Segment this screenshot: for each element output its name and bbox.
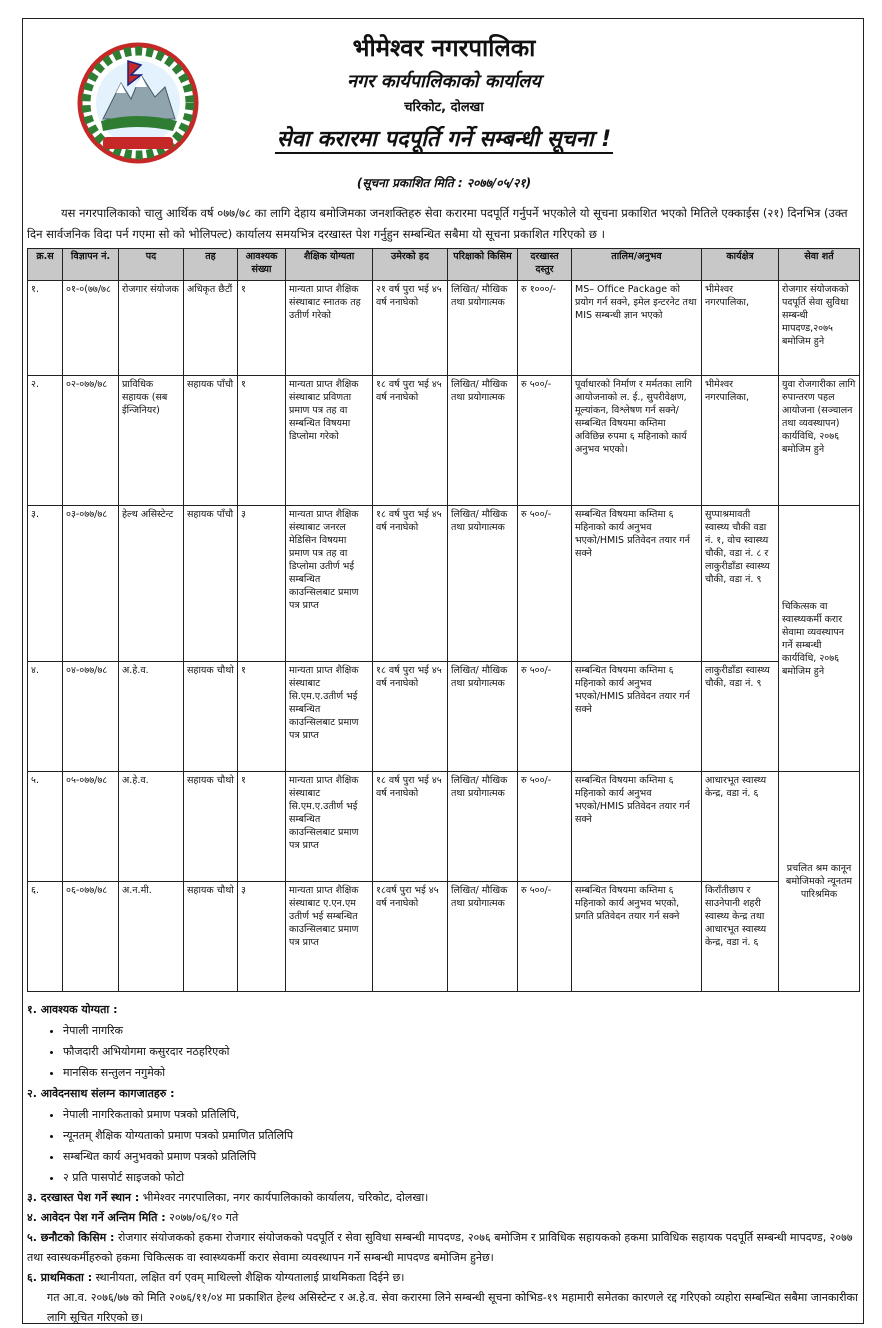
cell-post: अ.हे.व. bbox=[119, 662, 184, 772]
cell-area: लाकुरीडाँडा स्वास्थ्य चौकी, वडा नं. ९ bbox=[702, 662, 779, 772]
cell-exam: लिखित/ मौखिक तथा प्रयोगात्मक bbox=[448, 506, 518, 662]
cell-exam: लिखित/ मौखिक तथा प्रयोगात्मक bbox=[448, 662, 518, 772]
cell-terms: प्रचलित श्रम कानून बमोजिमको न्यूनतम पारिश्रमिक bbox=[779, 772, 860, 992]
list-item: • सम्बन्धित कार्य अनुभवको प्रमाण पत्रको प्रतिलिपि bbox=[63, 1146, 859, 1167]
cell-count: ३ bbox=[238, 506, 286, 662]
vacancy-table bbox=[27, 248, 860, 992]
list-item: • नेपाली नागरिकताको प्रमाण पत्रको प्रतिलिपि, bbox=[63, 1104, 859, 1125]
office-name: नगर कार्यपालिकाको कार्यालय bbox=[347, 71, 541, 92]
col-header: आवश्यक संख्या bbox=[238, 249, 286, 281]
cell-count: १ bbox=[238, 376, 286, 506]
col-header: परिक्षाको किसिम bbox=[448, 249, 518, 281]
cell-post: अ.हे.व. bbox=[119, 772, 184, 882]
cell-sn: ६. bbox=[28, 882, 63, 992]
selection-method: ५. छनौटको किसिम : रोजगार संयोजकको हकमा रोजगार संयोजकको पदपूर्ति र सेवा सुविधा सम्बन्धी मापदण्ड, २०७६ बमोजिम र प्राविधिक सहायकको हकमा प्राविधिक सहायक पदपूर्ति सम्बन्धी मापदण्ड, २०७७ तथा स्वास्थकर्मीहरुको हकमा चिकित्सक वा स्वास्थ्यकर्मी करार सेवामा व्यवस्थापन गर्ने सम्बन्धी मापदण्ड बमोजिम हुनेछ। bbox=[27, 1231, 853, 1264]
col-header: उमेरको हद bbox=[373, 249, 448, 281]
cell-post: हेल्थ असिस्टेन्ट bbox=[119, 506, 184, 662]
submission-place: ३. दरखास्त पेश गर्ने स्थान : भीमेश्वर नगरपालिका, नगर कार्यपालिकाको कार्यालय, चरिकोट, दोलखा। bbox=[27, 1191, 429, 1204]
section-heading: १. आवश्यक योग्यता : bbox=[27, 1003, 118, 1016]
cell-area: भीमेश्वर नगरपालिका, bbox=[702, 281, 779, 376]
col-header: तालिम/अनुभव bbox=[572, 249, 702, 281]
list-item: • २ प्रति पासपोर्ट साइजको फोटो bbox=[63, 1167, 859, 1188]
cell-training: सम्बन्धित विषयमा कम्तिमा ६ महिनाको कार्य अनुभव भएको, प्रगति प्रतिवेदन तयार गर्न सक्ने bbox=[572, 882, 702, 992]
col-header: क्र.स bbox=[28, 249, 63, 281]
cell-level: सहायक चौथो bbox=[184, 772, 238, 882]
table-row bbox=[28, 882, 860, 992]
cell-age: १८वर्ष पुरा भई ४५ वर्ष ननाघेको bbox=[373, 882, 448, 992]
published-date: (सूचना प्रकाशित मिति : २०७७/०५/२१) bbox=[356, 176, 532, 190]
list-item: • नेपाली नागरिक bbox=[63, 1020, 859, 1041]
cell-edu: मान्यता प्राप्त शैक्षिक संस्थाबाट सि.एम.ए.उतीर्ण भई सम्बन्धित काउन्सिलबाट प्रमाण पत्र प्राप्त bbox=[286, 772, 373, 882]
cell-adv: ०५-०७७/७८ bbox=[63, 772, 119, 882]
table-row bbox=[28, 662, 860, 772]
cell-age: १८ वर्ष पुरा भई ४५ वर्ष ननाघेको bbox=[373, 772, 448, 882]
section-heading: २. आवेदनसाथ संलग्न कागजातहरु : bbox=[27, 1087, 175, 1100]
cell-fee: रु ५००/- bbox=[518, 376, 572, 506]
cell-level: सहायक पाँचौ bbox=[184, 376, 238, 506]
notice-page bbox=[22, 18, 864, 1324]
cell-area: आधारभूत स्वास्थ्य केन्द्र, वडा नं. ६ bbox=[702, 772, 779, 882]
cell-terms: रोजगार संयोजकको पदपूर्ति सेवा सुविधा सम्बन्धी मापदण्ड,२०७५ बमोजिम हुने bbox=[779, 281, 860, 376]
col-header: विज्ञापन नं. bbox=[63, 249, 119, 281]
cell-level: सहायक चौथो bbox=[184, 662, 238, 772]
table-row bbox=[28, 506, 860, 662]
cell-edu: मान्यता प्राप्त शैक्षिक संस्थाबाट ए.एन.एम उतीर्ण भई सम्बन्धित काउन्सिलबाट प्रमाण पत्र प्राप्त bbox=[286, 882, 373, 992]
cell-count: १ bbox=[238, 772, 286, 882]
cell-training: पूर्वाधारको निर्माण र मर्मतका लागि आयोजनाको ल. ई., सुपरीवेक्षण, मूल्यांकन, विश्लेषण गर्न सक्ने/सम्बन्धित विषयमा कम्तिमा अविछिन्न रुपमा ६ महिनाको कार्य अनुभव भएको। bbox=[572, 376, 702, 506]
cell-count: ३ bbox=[238, 882, 286, 992]
cell-training: MS– Office Package को प्रयोग गर्न सक्ने, इमेल इन्टरनेट तथा MIS सम्बन्धी ज्ञान भएको bbox=[572, 281, 702, 376]
cell-post: रोजगार संयोजक bbox=[119, 281, 184, 376]
cell-adv: ०१-०(७७/७८ bbox=[63, 281, 119, 376]
cell-level: सहायक पाँचौ bbox=[184, 506, 238, 662]
cell-terms: युवा रोजगारीका लागि रुपान्तरण पहल आयोजना (सञ्चालन तथा व्यवस्थापन) कार्यविधि, २०७६ बमोजिम हुने bbox=[779, 376, 860, 506]
office-address: चरिकोट, दोलखा bbox=[404, 100, 484, 115]
cell-post: अ.न.मी. bbox=[119, 882, 184, 992]
list-item: • फौजदारी अभियोगमा कसुरदार नठहरिएको bbox=[63, 1041, 859, 1062]
col-header: सेवा शर्त bbox=[779, 249, 860, 281]
cell-level: सहायक चौथो bbox=[184, 882, 238, 992]
footer-note: गत आ.व. २०७६/७७ को मिति २०७६/११/०४ मा प्रकाशित हेल्थ असिस्टेन्ट र अ.हे.व. सेवा करारमा लिने सम्बन्धी सूचना कोभिड-१९ महामारी समेतका कारणले रद्द गरिएको व्यहोरा सम्बन्धित सबैमा जानकारीका लागि सूचित गरिएको छ। bbox=[47, 1291, 858, 1324]
cell-fee: रु ५००/- bbox=[518, 506, 572, 662]
cell-adv: ०६-०७७/७८ bbox=[63, 882, 119, 992]
documents-list bbox=[27, 1104, 859, 1188]
cell-training: सम्बन्धित विषयमा कम्तिमा ६ महिनाको कार्य अनुभव भएको/HMIS प्रतिवेदन तयार गर्न सक्ने bbox=[572, 772, 702, 882]
cell-exam: लिखित/ मौखिक तथा प्रयोगात्मक bbox=[448, 376, 518, 506]
cell-level: अधिकृत छैटौं bbox=[184, 281, 238, 376]
cell-sn: ३. bbox=[28, 506, 63, 662]
list-item: • न्यूनतम् शैक्षिक योग्यताको प्रमाण पत्रको प्रमाणित प्रतिलिपि bbox=[63, 1125, 859, 1146]
col-header: कार्यक्षेत्र bbox=[702, 249, 779, 281]
cell-sn: ४. bbox=[28, 662, 63, 772]
cell-fee: रु ५००/- bbox=[518, 882, 572, 992]
cell-area: किराँतीछाप र साउनेपानी शहरी स्वास्थ्य केन्द्र तथा आधारभूत स्वास्थ्य केन्द्र, वडा नं. ६ bbox=[702, 882, 779, 992]
notes-section bbox=[27, 999, 859, 1328]
cell-sn: २. bbox=[28, 376, 63, 506]
cell-count: १ bbox=[238, 281, 286, 376]
cell-exam: लिखित/ मौखिक तथा प्रयोगात्मक bbox=[448, 772, 518, 882]
cell-sn: १. bbox=[28, 281, 63, 376]
priority: ६. प्राथमिकता : स्थानीयता, लक्षित वर्ग एवम् माथिल्लो शैक्षिक योग्यतालाई प्राथमिकता दिईने छ। bbox=[27, 1271, 405, 1284]
col-header: तह bbox=[184, 249, 238, 281]
cell-area: भीमेश्वर नगरपालिका, bbox=[702, 376, 779, 506]
cell-fee: रु ५००/- bbox=[518, 662, 572, 772]
cell-fee: रु ५००/- bbox=[518, 772, 572, 882]
cell-age: १८ वर्ष पुरा भई ४५ वर्ष ननाघेको bbox=[373, 506, 448, 662]
cell-adv: ०३-०७७/७८ bbox=[63, 506, 119, 662]
list-item: • मानसिक सन्तुलन नगुमेको bbox=[63, 1062, 859, 1083]
cell-sn: ५. bbox=[28, 772, 63, 882]
table-row bbox=[28, 772, 860, 882]
table-header-row bbox=[28, 249, 860, 281]
col-header: शैक्षिक योग्यता bbox=[286, 249, 373, 281]
col-header: पद bbox=[119, 249, 184, 281]
cell-age: १८ वर्ष पुरा भई ४५ वर्ष ननाघेको bbox=[373, 662, 448, 772]
intro-paragraph: यस नगरपालिकाको चालु आर्थिक वर्ष ०७७/७८ का लागि देहाय बमोजिमका जनशक्तिहरु सेवा करारमा पदपूर्ति गर्नुपर्ने भएकोले यो सूचना प्रकाशित भएको मितिले एक्काईस (२१) दिनभित्र (उक्त दिन सार्वजनिक विदा पर्न गएमा सो को भोलिपल्ट) कार्यालय समयभित्र दरखास्त पेश गर्नुहुन सम्बन्धित सबैमा यो सूचना प्रकाशित गरिएको छ । bbox=[27, 206, 848, 241]
cell-post: प्राविधिक सहायक (सब ईन्जिनियर) bbox=[119, 376, 184, 506]
cell-edu: मान्यता प्राप्त शैक्षिक संस्थाबाट जनरल मेडिसिन विषयमा प्रमाण पत्र तह वा डिप्लोमा उतीर्ण भई सम्बन्धित काउन्सिलबाट प्रमाण पत्र प्राप्त bbox=[286, 506, 373, 662]
cell-training: सम्बन्धित विषयमा कम्तिमा ६ महिनाको कार्य अनुभव भएको/HMIS प्रतिवेदन तयार गर्न सक्ने bbox=[572, 662, 702, 772]
cell-fee: रु १०००/- bbox=[518, 281, 572, 376]
cell-edu: मान्यता प्राप्त शैक्षिक संस्थाबाट सि.एम.ए.उतीर्ण भई सम्बन्धित काउन्सिलबाट प्रमाण पत्र प्राप्त bbox=[286, 662, 373, 772]
cell-edu: मान्यता प्राप्त शैक्षिक संस्थाबाट प्रविणता प्रमाण पत्र तह वा सम्बन्धित विषयमा डिप्लोमा गरेको bbox=[286, 376, 373, 506]
cell-age: १८ वर्ष पुरा भई ४५ वर्ष ननाघेको bbox=[373, 376, 448, 506]
cell-age: २१ वर्ष पुरा भई ४५ वर्ष ननाघेको bbox=[373, 281, 448, 376]
table-row bbox=[28, 281, 860, 376]
deadline: ४. आवेदन पेश गर्ने अन्तिम मिति : २०७७/०६/१० गते bbox=[27, 1211, 239, 1224]
notice-title: सेवा करारमा पदपूर्ति गर्ने सम्बन्धी सूचना ! bbox=[276, 127, 612, 152]
municipality-name: भीमेश्वर नगरपालिका bbox=[352, 34, 536, 62]
cell-adv: ०४-०७७/७८ bbox=[63, 662, 119, 772]
cell-exam: लिखित/ मौखिक तथा प्रयोगात्मक bbox=[448, 281, 518, 376]
cell-adv: ०२-०७७/७८ bbox=[63, 376, 119, 506]
cell-area: सुप्पाश्रमावती स्वास्थ्य चौकी वडा नं. १, वोच स्वास्थ्य चौकी, वडा नं. ८ र लाकुरीडाँडा स्वास्थ्य चौकी, वडा नं. ९ bbox=[702, 506, 779, 662]
qualification-list bbox=[27, 1020, 859, 1083]
cell-exam: लिखित/ मौखिक तथा प्रयोगात्मक bbox=[448, 882, 518, 992]
table-row bbox=[28, 376, 860, 506]
cell-edu: मान्यता प्राप्त शैक्षिक संस्थाबाट स्नातक तह उतीर्ण गरेको bbox=[286, 281, 373, 376]
cell-training: सम्बन्धित विषयमा कम्तिमा ६ महिनाको कार्य अनुभव भएको/HMIS प्रतिवेदन तयार गर्न सक्ने bbox=[572, 506, 702, 662]
cell-terms: चिकित्सक वा स्वास्थ्यकर्मी करार सेवामा व्यवस्थापन गर्ने सम्बन्धी कार्यविधि, २०७६ बमोजिम हुने bbox=[779, 506, 860, 772]
col-header: दरखास्त दस्तुर bbox=[518, 249, 572, 281]
cell-count: १ bbox=[238, 662, 286, 772]
